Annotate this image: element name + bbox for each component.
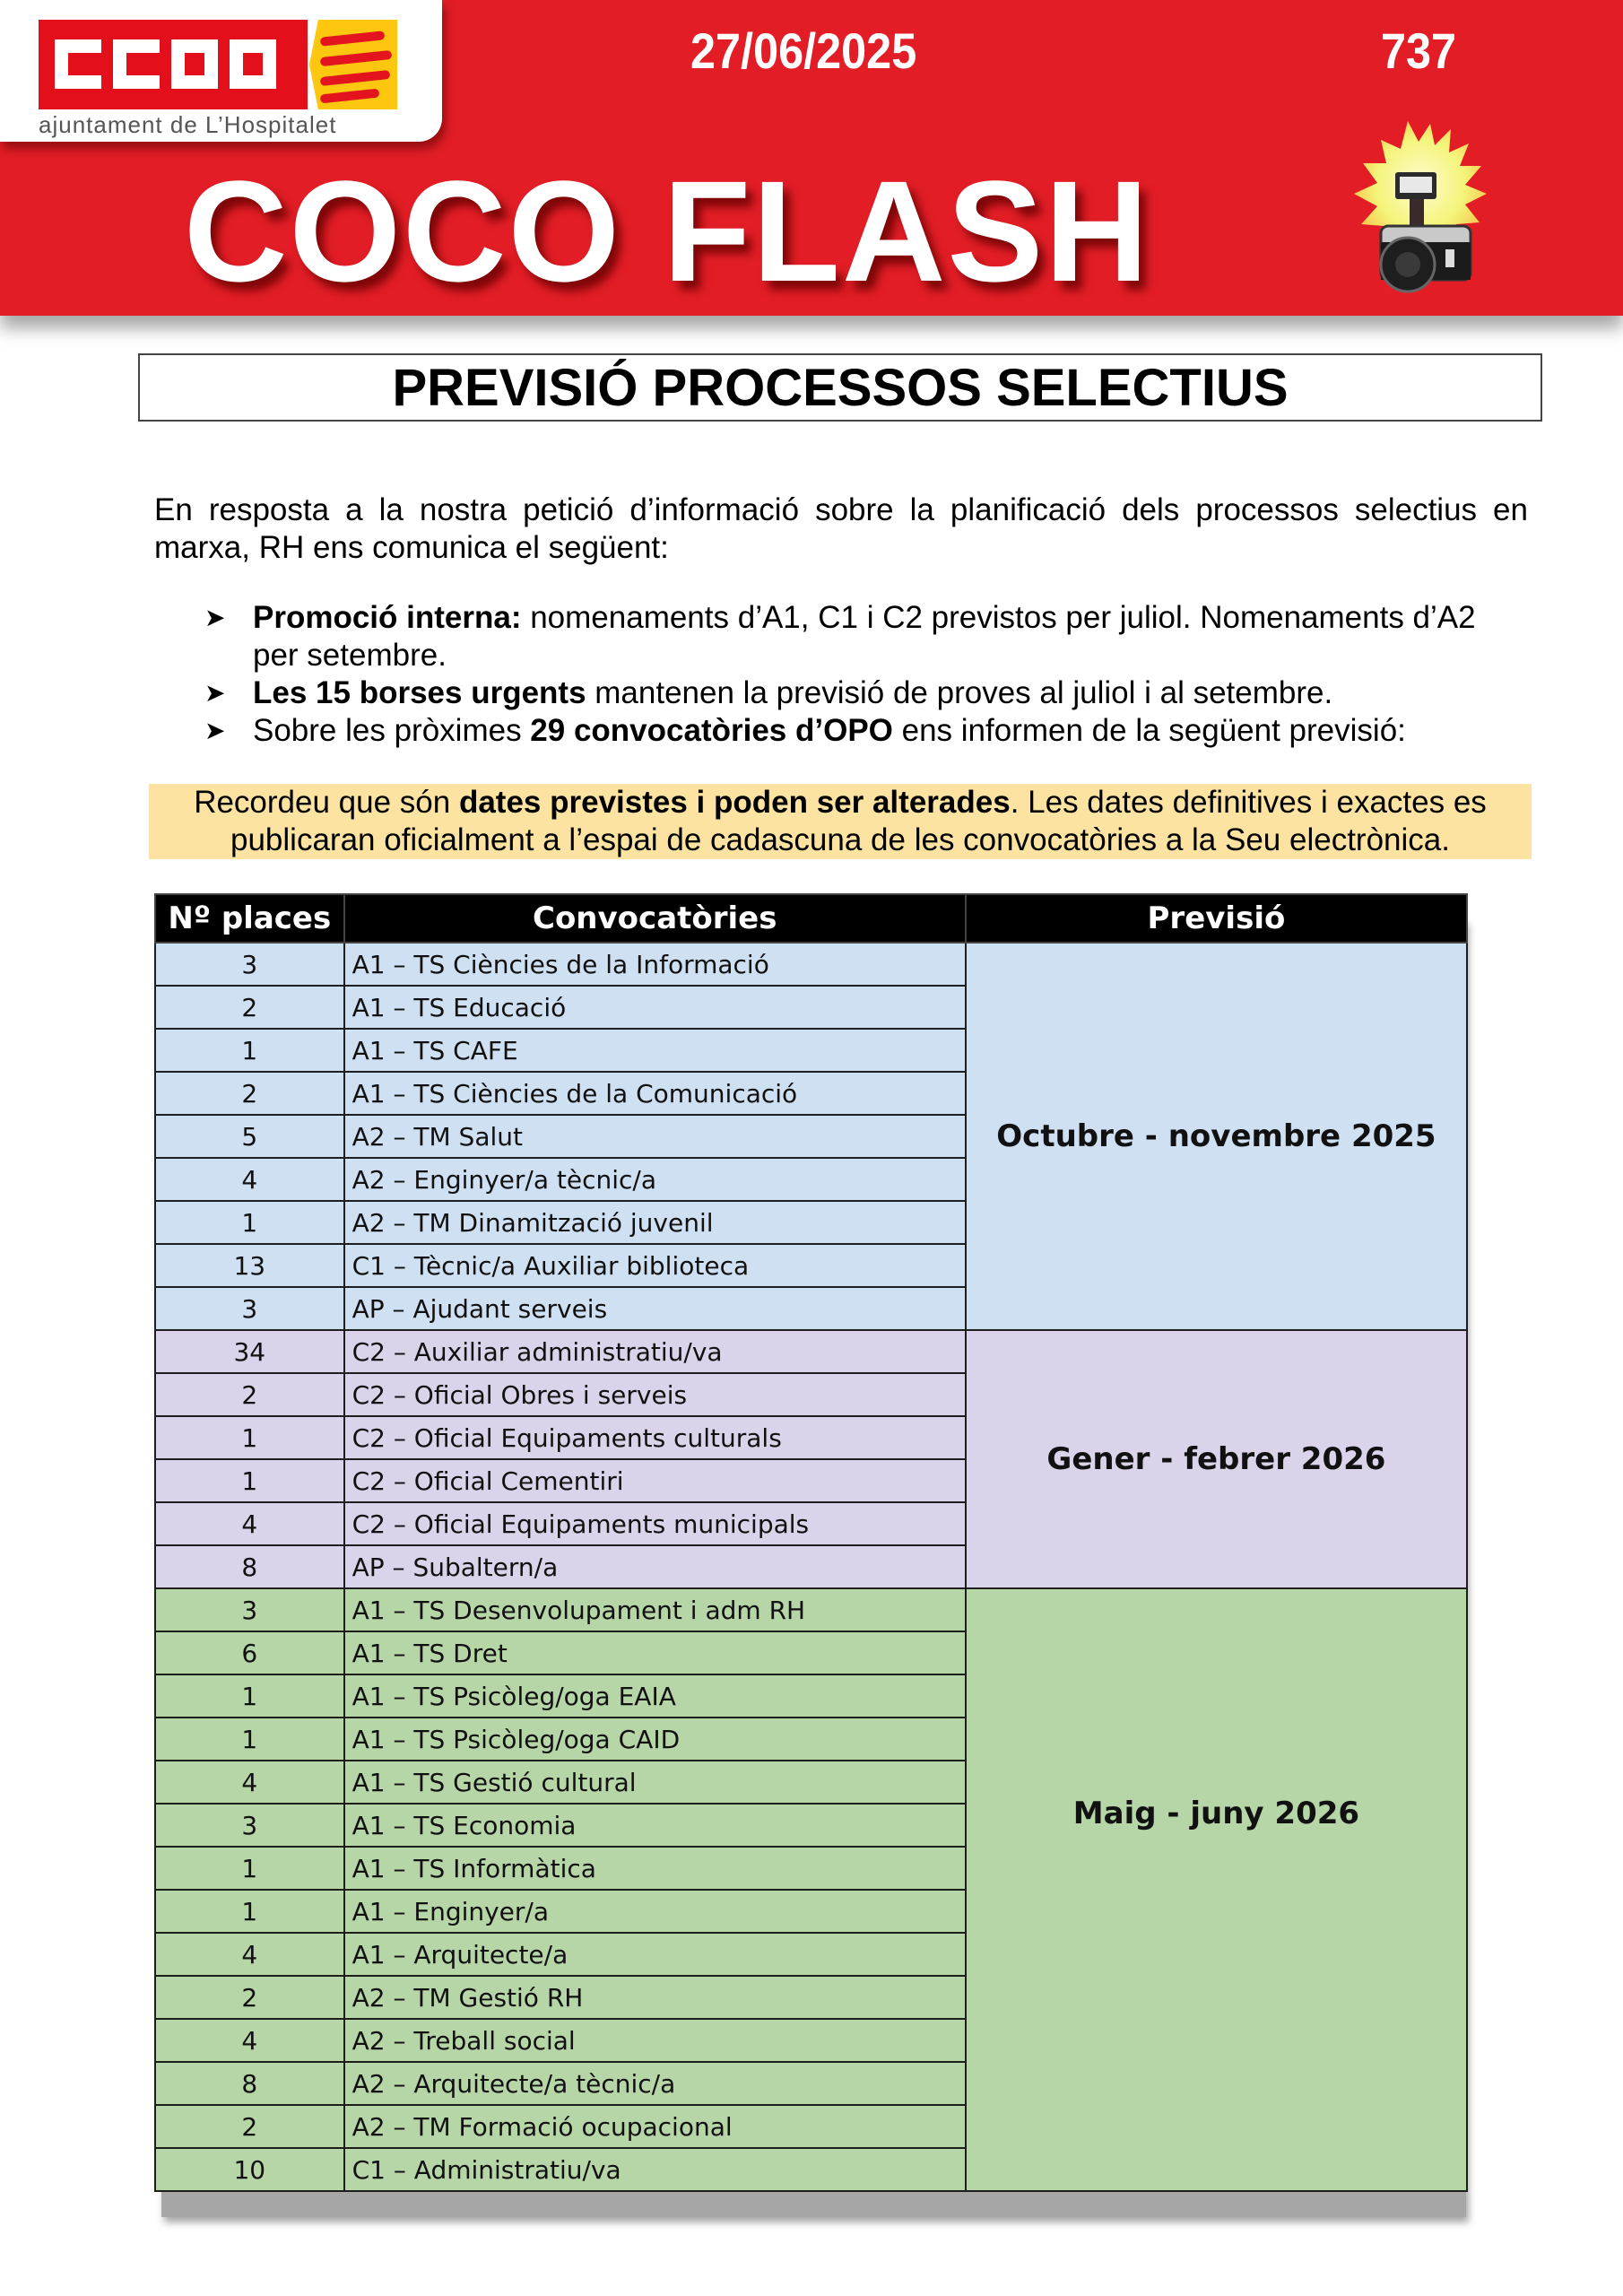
- issue-date: 27/06/2025: [690, 22, 917, 79]
- cell-convocatoria: A1 – Arquitecte/a: [344, 1933, 966, 1976]
- cell-places: 2: [155, 1373, 344, 1416]
- masthead-title: COCO FLASH: [184, 151, 1150, 311]
- cell-places: 1: [155, 1201, 344, 1244]
- cell-convocatoria: C2 – Oficial Obres i serveis: [344, 1373, 966, 1416]
- column-header-previsio: Previsió: [966, 894, 1467, 943]
- cell-convocatoria: C1 – Administratiu/va: [344, 2148, 966, 2191]
- cell-places: 4: [155, 1933, 344, 1976]
- cell-convocatoria: A1 – TS CAFE: [344, 1029, 966, 1072]
- cell-convocatoria: C2 – Auxiliar administratiu/va: [344, 1330, 966, 1373]
- cell-convocatoria: A1 – TS Psicòleg/oga EAIA: [344, 1674, 966, 1718]
- cell-places: 4: [155, 1761, 344, 1804]
- cell-previsio-period: Gener - febrer 2026: [966, 1330, 1467, 1588]
- logo-letter-o2: [230, 39, 276, 89]
- table-row: [155, 1330, 1467, 1373]
- cell-convocatoria: A1 – TS Ciències de la Comunicació: [344, 1072, 966, 1115]
- catalan-flag-icon: [309, 20, 397, 109]
- newsletter-header: [0, 0, 1623, 316]
- cell-places: 3: [155, 1287, 344, 1330]
- arrow-bullet-icon: ➤: [204, 717, 226, 744]
- cell-places: 34: [155, 1330, 344, 1373]
- intro-paragraph: En resposta a la nostra petició d’informació sobre la planificació dels processos selectius en marxa, RH ens comunica el següent:: [154, 492, 1528, 565]
- cell-convocatoria: A1 – TS Psicòleg/oga CAID: [344, 1718, 966, 1761]
- cell-places: 1: [155, 1847, 344, 1890]
- cell-places: 4: [155, 2019, 344, 2062]
- cell-places: 2: [155, 986, 344, 1029]
- cell-places: 13: [155, 1244, 344, 1287]
- cell-convocatoria: A2 – Enginyer/a tècnic/a: [344, 1158, 966, 1201]
- column-header-convocatories: Convocatòries: [344, 894, 966, 943]
- cell-previsio-period: Octubre - novembre 2025: [966, 943, 1467, 1330]
- bullet-pre: Sobre les pròximes: [253, 713, 531, 748]
- table-row: [155, 943, 1467, 986]
- cell-convocatoria: A2 – TM Dinamització juvenil: [344, 1201, 966, 1244]
- camera-flash-icon: [1345, 117, 1506, 305]
- cell-places: 2: [155, 2105, 344, 2148]
- logo-letter-o1: [171, 39, 218, 89]
- bullet-item-convocatories-opo: [199, 712, 1528, 750]
- cell-convocatoria: C2 – Oficial Equipaments municipals: [344, 1502, 966, 1545]
- cell-places: 10: [155, 2148, 344, 2191]
- cell-places: 3: [155, 1588, 344, 1631]
- cell-convocatoria: A1 – TS Informàtica: [344, 1847, 966, 1890]
- logo-caption: ajuntament de L’Hospitalet: [39, 111, 337, 138]
- cell-convocatoria: A1 – TS Ciències de la Informació: [344, 943, 966, 986]
- cell-places: 3: [155, 943, 344, 986]
- convocatories-table: [154, 893, 1468, 2192]
- arrow-bullet-icon: ➤: [204, 679, 226, 707]
- cell-places: 6: [155, 1631, 344, 1674]
- cell-convocatoria: A1 – TS Educació: [344, 986, 966, 1029]
- flag-stripe: [320, 89, 380, 104]
- cell-convocatoria: A1 – TS Economia: [344, 1804, 966, 1847]
- ccoo-logo-wordmark: [39, 20, 308, 109]
- cell-convocatoria: AP – Ajudant serveis: [344, 1287, 966, 1330]
- table-row: [155, 1588, 1467, 1631]
- logo-letter-c1: [55, 39, 101, 89]
- notice-post: . Les dates definitives i exactes es publicaran oficialment a l’espai de cadascuna de les convocatòries a la Seu electrònica.: [230, 785, 1487, 857]
- bullet-item-borses-urgents: [199, 674, 1528, 712]
- dates-notice-banner: [149, 784, 1532, 859]
- cell-convocatoria: A1 – TS Desenvolupament i adm RH: [344, 1588, 966, 1631]
- page-title-box: [138, 353, 1542, 422]
- bullet-text: mantenen la previsió de proves al juliol i al setembre.: [586, 675, 1333, 710]
- cell-places: 4: [155, 1158, 344, 1201]
- cell-places: 2: [155, 1976, 344, 2019]
- cell-places: 8: [155, 1545, 344, 1588]
- table-header-row: [155, 894, 1467, 943]
- cell-convocatoria: A1 – Enginyer/a: [344, 1890, 966, 1933]
- cell-convocatoria: A1 – TS Gestió cultural: [344, 1761, 966, 1804]
- issue-number: 737: [1381, 22, 1457, 79]
- cell-convocatoria: AP – Subaltern/a: [344, 1545, 966, 1588]
- bullet-item-promocio-interna: [199, 599, 1528, 674]
- page-title: PREVISIÓ PROCESSOS SELECTIUS: [392, 358, 1289, 417]
- cell-places: 5: [155, 1115, 344, 1158]
- cell-convocatoria: A2 – TM Salut: [344, 1115, 966, 1158]
- cell-convocatoria: A2 – Arquitecte/a tècnic/a: [344, 2062, 966, 2105]
- cell-places: 3: [155, 1804, 344, 1847]
- notice-bold: dates previstes i poden ser alterades: [458, 785, 1011, 820]
- logo-letter-c2: [113, 39, 160, 89]
- cell-convocatoria: A2 – TM Gestió RH: [344, 1976, 966, 2019]
- cell-convocatoria: C2 – Oficial Equipaments culturals: [344, 1416, 966, 1459]
- cell-convocatoria: C1 – Tècnic/a Auxiliar biblioteca: [344, 1244, 966, 1287]
- cell-places: 8: [155, 2062, 344, 2105]
- cell-places: 1: [155, 1416, 344, 1459]
- table-body: [155, 943, 1467, 2191]
- cell-places: 1: [155, 1459, 344, 1502]
- bullet-list: [199, 599, 1528, 750]
- cell-convocatoria: A1 – TS Dret: [344, 1631, 966, 1674]
- cell-convocatoria: C2 – Oficial Cementiri: [344, 1459, 966, 1502]
- flag-stripe: [320, 70, 391, 86]
- bullet-bold: 29 convocatòries d’OPO: [530, 713, 893, 748]
- bullet-text: ens informen de la següent previsió:: [892, 713, 1406, 748]
- ccoo-logo: [0, 0, 442, 142]
- flag-stripe: [320, 30, 386, 46]
- column-header-places: Nº places: [155, 894, 344, 943]
- cell-previsio-period: Maig - juny 2026: [966, 1588, 1467, 2191]
- cell-places: 2: [155, 1072, 344, 1115]
- cell-places: 1: [155, 1029, 344, 1072]
- cell-convocatoria: A2 – Treball social: [344, 2019, 966, 2062]
- arrow-bullet-icon: ➤: [204, 604, 226, 631]
- cell-places: 1: [155, 1890, 344, 1933]
- notice-pre: Recordeu que són: [194, 785, 459, 820]
- cell-convocatoria: A2 – TM Formació ocupacional: [344, 2105, 966, 2148]
- cell-places: 4: [155, 1502, 344, 1545]
- bullet-bold: Les 15 borses urgents: [253, 675, 586, 710]
- cell-places: 1: [155, 1674, 344, 1718]
- flag-stripe: [320, 50, 393, 66]
- bullet-bold: Promoció interna:: [253, 600, 522, 635]
- cell-places: 1: [155, 1718, 344, 1761]
- bullet-text: nomenaments d’A1, C1 i C2 previstos per juliol. Nomenaments d’A2 per setembre.: [253, 600, 1476, 673]
